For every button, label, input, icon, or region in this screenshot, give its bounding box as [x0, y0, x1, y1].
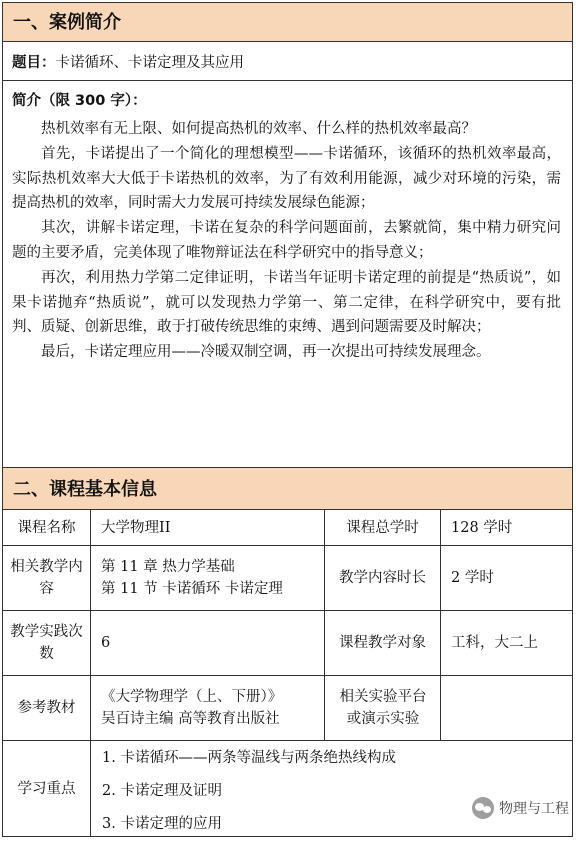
content-line: 第 11 章 热力学基础 — [101, 559, 235, 575]
intro-label: 简介（限 300 字）： — [12, 93, 147, 109]
list-item: 2. 卡诺定理及证明 — [102, 783, 222, 799]
topic-label: 题目： — [12, 55, 56, 71]
intro-paragraph: 其次，讲解卡诺定理，卡诺在复杂的科学问题面前，去繁就简，集中精力研究问题的主要矛盾，完美体现了唯物辩证法在科学研究中的指导意义； — [12, 220, 561, 261]
divider — [3, 80, 572, 81]
textbook-label: 参考教材 — [17, 700, 76, 716]
topic-row — [12, 52, 244, 74]
lab-value — [441, 676, 571, 740]
intro-paragraph: 热机效率有无上限、如何提高热机的效率、什么样的热机效率最高？ — [41, 121, 476, 137]
intro-paragraph: 再次，利用热力学第二定律证明，卡诺当年证明卡诺定理的前提是“热质说”，如果卡诺抛弃“热质说”，就可以发现热力学第一、第二定律，在科学研究中，要有批判、质疑、创新思维，敢于打破传统思维的束缚、遇到问题需要及时解决； — [12, 269, 561, 336]
list-item: 3. 卡诺定理的应用 — [102, 816, 222, 832]
section-title-course-info: 二、课程基本信息 — [3, 467, 572, 510]
watermark-text: 物理与工程 — [499, 801, 569, 817]
section-title-case-intro: 一、案例简介 — [3, 3, 572, 42]
duration-value: 2 学时 — [451, 570, 494, 586]
content-label: 相关教学内容 — [10, 559, 83, 597]
lab-label: 相关实验平台或演示实验 — [339, 689, 427, 727]
intro-text — [12, 117, 561, 365]
course-name-label: 课程名称 — [17, 519, 76, 536]
key-points-list — [102, 742, 396, 841]
content-line: 第 11 节 卡诺循环 卡诺定理 — [101, 581, 283, 597]
intro-paragraph: 首先，卡诺提出了一个简化的理想模型——卡诺循环，该循环的热机效率最高，实际热机效率大大低于卡诺热机的效率，为了有效利用能源，减少对环境的污染，需提高热机的效率，同时需大力发展可持续发展绿色能源； — [12, 145, 561, 212]
practice-label: 教学实践次数 — [10, 624, 83, 662]
duration-label: 教学内容时长 — [339, 570, 426, 586]
total-hours-label: 课程总学时 — [346, 519, 419, 536]
textbook-line: 吴百诗主编 高等教育出版社 — [101, 711, 280, 727]
topic-value: 卡诺循环、卡诺定理及其应用 — [55, 55, 244, 71]
textbook-value — [91, 676, 324, 740]
audience-value: 工科，大二上 — [451, 635, 538, 651]
course-name-value: 大学物理II — [101, 519, 171, 536]
audience-label: 课程教学对象 — [339, 635, 426, 651]
total-hours-value: 128 学时 — [451, 519, 513, 536]
textbook-line: 《大学物理学（上、下册）》 — [101, 689, 283, 705]
key-points-label: 学习重点 — [17, 781, 76, 797]
intro-paragraph: 最后，卡诺定理应用——冷暖双制空调，再一次提出可持续发展理念。 — [41, 344, 491, 361]
wechat-icon — [472, 797, 494, 819]
list-item: 1. 卡诺循环——两条等温线与两条绝热线构成 — [102, 750, 396, 766]
watermark — [472, 797, 569, 819]
content-value — [91, 546, 324, 610]
practice-value: 6 — [101, 635, 111, 651]
